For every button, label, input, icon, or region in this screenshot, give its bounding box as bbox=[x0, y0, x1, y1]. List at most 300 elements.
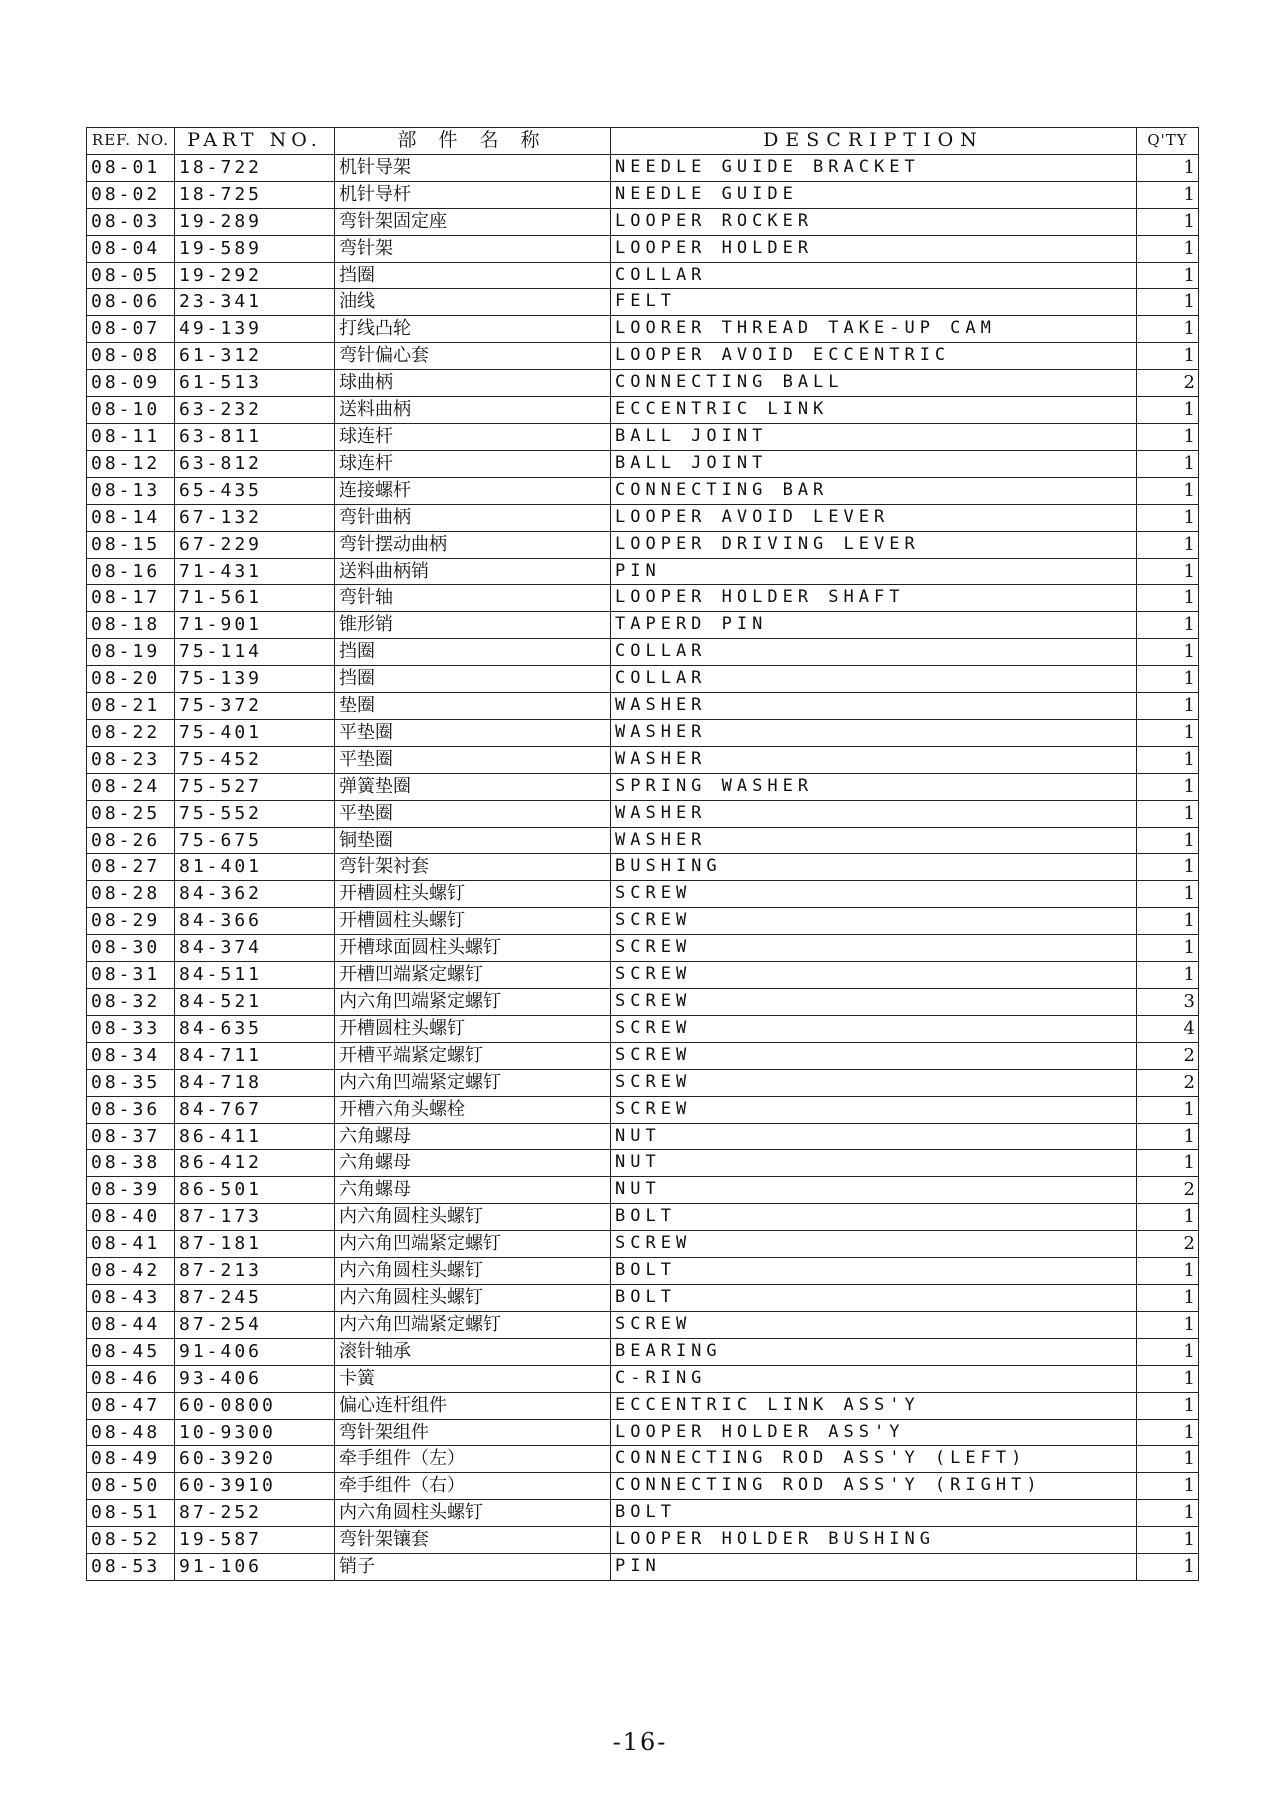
description-cell: LOOPER DRIVING LEVER bbox=[611, 531, 1137, 558]
chinese-name-cell: 挡圈 bbox=[335, 666, 611, 693]
table-row bbox=[87, 1177, 1199, 1204]
quantity-cell: 1 bbox=[1137, 181, 1199, 208]
quantity-cell: 2 bbox=[1137, 1177, 1199, 1204]
chinese-name-cell: 开槽凹端紧定螺钉 bbox=[335, 962, 611, 989]
chinese-name-cell: 连接螺杆 bbox=[335, 477, 611, 504]
ref-no-cell: 08-53 bbox=[87, 1554, 175, 1581]
quantity-cell: 1 bbox=[1137, 1473, 1199, 1500]
chinese-name-cell: 弯针轴 bbox=[335, 585, 611, 612]
ref-no-cell: 08-21 bbox=[87, 693, 175, 720]
part-no-cell: 63-812 bbox=[175, 450, 335, 477]
table-row bbox=[87, 154, 1199, 181]
ref-no-cell: 08-07 bbox=[87, 316, 175, 343]
ref-no-cell: 08-03 bbox=[87, 208, 175, 235]
table-row bbox=[87, 504, 1199, 531]
ref-no-cell: 08-30 bbox=[87, 935, 175, 962]
ref-no-cell: 08-13 bbox=[87, 477, 175, 504]
ref-no-cell: 08-45 bbox=[87, 1338, 175, 1365]
table-row bbox=[87, 1258, 1199, 1285]
ref-no-cell: 08-15 bbox=[87, 531, 175, 558]
quantity-cell: 1 bbox=[1137, 935, 1199, 962]
description-cell: PIN bbox=[611, 558, 1137, 585]
chinese-name-cell: 弯针架衬套 bbox=[335, 854, 611, 881]
ref-no-cell: 08-25 bbox=[87, 800, 175, 827]
quantity-cell: 1 bbox=[1137, 1392, 1199, 1419]
ref-no-cell: 08-47 bbox=[87, 1392, 175, 1419]
chinese-name-cell: 弯针架组件 bbox=[335, 1419, 611, 1446]
part-no-cell: 71-561 bbox=[175, 585, 335, 612]
table-row bbox=[87, 1338, 1199, 1365]
part-no-cell: 84-711 bbox=[175, 1042, 335, 1069]
description-cell: COLLAR bbox=[611, 666, 1137, 693]
part-no-cell: 87-181 bbox=[175, 1231, 335, 1258]
ref-no-cell: 08-20 bbox=[87, 666, 175, 693]
table-row bbox=[87, 639, 1199, 666]
part-no-cell: 87-213 bbox=[175, 1258, 335, 1285]
ref-no-cell: 08-52 bbox=[87, 1527, 175, 1554]
part-no-cell: 87-173 bbox=[175, 1204, 335, 1231]
quantity-cell: 4 bbox=[1137, 1015, 1199, 1042]
chinese-name-cell: 铜垫圈 bbox=[335, 827, 611, 854]
part-no-cell: 19-589 bbox=[175, 235, 335, 262]
page-number: -16- bbox=[612, 1728, 668, 1756]
part-no-cell: 19-587 bbox=[175, 1527, 335, 1554]
description-cell: LOOPER HOLDER ASS'Y bbox=[611, 1419, 1137, 1446]
ref-no-cell: 08-41 bbox=[87, 1231, 175, 1258]
quantity-cell: 3 bbox=[1137, 989, 1199, 1016]
part-no-cell: 71-431 bbox=[175, 558, 335, 585]
table-row bbox=[87, 1527, 1199, 1554]
chinese-name-cell: 弯针摆动曲柄 bbox=[335, 531, 611, 558]
part-no-cell: 75-139 bbox=[175, 666, 335, 693]
part-no-cell: 75-552 bbox=[175, 800, 335, 827]
table-row bbox=[87, 316, 1199, 343]
part-no-cell: 75-114 bbox=[175, 639, 335, 666]
description-cell: LOOPER HOLDER SHAFT bbox=[611, 585, 1137, 612]
table-row bbox=[87, 235, 1199, 262]
parts-table bbox=[86, 127, 1199, 1581]
description-cell: NEEDLE GUIDE BRACKET bbox=[611, 154, 1137, 181]
table-row bbox=[87, 666, 1199, 693]
part-no-cell: 63-232 bbox=[175, 397, 335, 424]
quantity-cell: 1 bbox=[1137, 908, 1199, 935]
chinese-name-cell: 开槽圆柱头螺钉 bbox=[335, 908, 611, 935]
quantity-cell: 1 bbox=[1137, 235, 1199, 262]
chinese-name-cell: 卡簧 bbox=[335, 1365, 611, 1392]
table-row bbox=[87, 397, 1199, 424]
part-no-cell: 60-3920 bbox=[175, 1446, 335, 1473]
table-row bbox=[87, 1554, 1199, 1581]
quantity-cell: 1 bbox=[1137, 854, 1199, 881]
part-no-cell: 61-312 bbox=[175, 343, 335, 370]
description-cell: NEEDLE GUIDE bbox=[611, 181, 1137, 208]
chinese-name-cell: 开槽圆柱头螺钉 bbox=[335, 881, 611, 908]
table-row bbox=[87, 827, 1199, 854]
quantity-cell: 1 bbox=[1137, 1446, 1199, 1473]
part-no-cell: 81-401 bbox=[175, 854, 335, 881]
part-no-cell: 49-139 bbox=[175, 316, 335, 343]
description-cell: ECCENTRIC LINK ASS'Y bbox=[611, 1392, 1137, 1419]
chinese-name-cell: 球连杆 bbox=[335, 450, 611, 477]
chinese-name-cell: 球曲柄 bbox=[335, 370, 611, 397]
ref-no-cell: 08-40 bbox=[87, 1204, 175, 1231]
chinese-name-cell: 弯针架 bbox=[335, 235, 611, 262]
description-cell: ECCENTRIC LINK bbox=[611, 397, 1137, 424]
description-cell: WASHER bbox=[611, 746, 1137, 773]
description-cell: LOOPER HOLDER BUSHING bbox=[611, 1527, 1137, 1554]
table-row bbox=[87, 1015, 1199, 1042]
ref-no-cell: 08-50 bbox=[87, 1473, 175, 1500]
quantity-cell: 1 bbox=[1137, 343, 1199, 370]
quantity-cell: 1 bbox=[1137, 1500, 1199, 1527]
table-row bbox=[87, 1311, 1199, 1338]
table-row bbox=[87, 1473, 1199, 1500]
ref-no-cell: 08-04 bbox=[87, 235, 175, 262]
quantity-cell: 1 bbox=[1137, 1365, 1199, 1392]
chinese-name-cell: 开槽六角头螺栓 bbox=[335, 1096, 611, 1123]
ref-no-cell: 08-35 bbox=[87, 1069, 175, 1096]
quantity-cell: 1 bbox=[1137, 639, 1199, 666]
ref-no-cell: 08-14 bbox=[87, 504, 175, 531]
quantity-cell: 1 bbox=[1137, 773, 1199, 800]
part-no-cell: 86-412 bbox=[175, 1150, 335, 1177]
ref-no-cell: 08-32 bbox=[87, 989, 175, 1016]
quantity-cell: 1 bbox=[1137, 746, 1199, 773]
table-row bbox=[87, 800, 1199, 827]
quantity-cell: 1 bbox=[1137, 1096, 1199, 1123]
chinese-name-cell: 弯针架镶套 bbox=[335, 1527, 611, 1554]
table-row bbox=[87, 370, 1199, 397]
table-row bbox=[87, 1231, 1199, 1258]
description-cell: SCREW bbox=[611, 908, 1137, 935]
ref-no-cell: 08-38 bbox=[87, 1150, 175, 1177]
part-no-cell: 93-406 bbox=[175, 1365, 335, 1392]
ref-no-cell: 08-17 bbox=[87, 585, 175, 612]
chinese-name-cell: 垫圈 bbox=[335, 693, 611, 720]
description-cell: WASHER bbox=[611, 693, 1137, 720]
description-cell: LOOPER AVOID ECCENTRIC bbox=[611, 343, 1137, 370]
chinese-name-cell: 平垫圈 bbox=[335, 800, 611, 827]
table-row bbox=[87, 477, 1199, 504]
description-cell: COLLAR bbox=[611, 262, 1137, 289]
part-no-cell: 75-527 bbox=[175, 773, 335, 800]
ref-no-cell: 08-51 bbox=[87, 1500, 175, 1527]
ref-no-cell: 08-48 bbox=[87, 1419, 175, 1446]
part-no-cell: 84-767 bbox=[175, 1096, 335, 1123]
chinese-name-cell: 内六角凹端紧定螺钉 bbox=[335, 1311, 611, 1338]
chinese-name-cell: 弹簧垫圈 bbox=[335, 773, 611, 800]
table-row bbox=[87, 881, 1199, 908]
parts-list bbox=[86, 127, 1198, 1581]
quantity-cell: 1 bbox=[1137, 1338, 1199, 1365]
table-row bbox=[87, 1096, 1199, 1123]
quantity-cell: 2 bbox=[1137, 1042, 1199, 1069]
part-no-cell: 91-406 bbox=[175, 1338, 335, 1365]
description-cell: SCREW bbox=[611, 1231, 1137, 1258]
chinese-name-cell: 内六角凹端紧定螺钉 bbox=[335, 989, 611, 1016]
description-cell: FELT bbox=[611, 289, 1137, 316]
description-cell: BEARING bbox=[611, 1338, 1137, 1365]
description-cell: SCREW bbox=[611, 1069, 1137, 1096]
table-row bbox=[87, 1446, 1199, 1473]
description-cell: SCREW bbox=[611, 989, 1137, 1016]
ref-no-cell: 08-11 bbox=[87, 423, 175, 450]
description-header: DESCRIPTION bbox=[611, 128, 1137, 155]
chinese-name-cell: 弯针偏心套 bbox=[335, 343, 611, 370]
part-no-cell: 87-254 bbox=[175, 1311, 335, 1338]
ref-no-cell: 08-29 bbox=[87, 908, 175, 935]
chinese-name-cell: 弯针曲柄 bbox=[335, 504, 611, 531]
chinese-name-cell: 内六角圆柱头螺钉 bbox=[335, 1258, 611, 1285]
quantity-cell: 1 bbox=[1137, 1419, 1199, 1446]
quantity-cell: 1 bbox=[1137, 800, 1199, 827]
table-row bbox=[87, 746, 1199, 773]
part-no-cell: 75-452 bbox=[175, 746, 335, 773]
table-row bbox=[87, 1069, 1199, 1096]
chinese-name-cell: 六角螺母 bbox=[335, 1177, 611, 1204]
table-row bbox=[87, 908, 1199, 935]
quantity-cell: 1 bbox=[1137, 423, 1199, 450]
table-row bbox=[87, 854, 1199, 881]
part-no-cell: 84-374 bbox=[175, 935, 335, 962]
quantity-cell: 1 bbox=[1137, 666, 1199, 693]
ref-no-cell: 08-39 bbox=[87, 1177, 175, 1204]
description-cell: CONNECTING BALL bbox=[611, 370, 1137, 397]
part-no-cell: 61-513 bbox=[175, 370, 335, 397]
table-row bbox=[87, 935, 1199, 962]
part-no-cell: 84-521 bbox=[175, 989, 335, 1016]
chinese-name-cell: 内六角圆柱头螺钉 bbox=[335, 1500, 611, 1527]
quantity-cell: 1 bbox=[1137, 827, 1199, 854]
ref-no-cell: 08-26 bbox=[87, 827, 175, 854]
quantity-cell: 1 bbox=[1137, 477, 1199, 504]
part-no-cell: 71-901 bbox=[175, 612, 335, 639]
part-no-cell: 75-675 bbox=[175, 827, 335, 854]
part-no-cell: 67-132 bbox=[175, 504, 335, 531]
table-row bbox=[87, 531, 1199, 558]
part-no-cell: 23-341 bbox=[175, 289, 335, 316]
table-row bbox=[87, 208, 1199, 235]
chinese-name-cell: 牵手组件（右） bbox=[335, 1473, 611, 1500]
ref-no-cell: 08-01 bbox=[87, 154, 175, 181]
chinese-name-cell: 平垫圈 bbox=[335, 746, 611, 773]
chinese-name-cell: 内六角凹端紧定螺钉 bbox=[335, 1231, 611, 1258]
part-no-cell: 18-725 bbox=[175, 181, 335, 208]
part-no-cell: 75-401 bbox=[175, 719, 335, 746]
table-row bbox=[87, 1500, 1199, 1527]
ref-no-cell: 08-05 bbox=[87, 262, 175, 289]
ref-no-cell: 08-49 bbox=[87, 1446, 175, 1473]
part-no-cell: 10-9300 bbox=[175, 1419, 335, 1446]
quantity-cell: 1 bbox=[1137, 1150, 1199, 1177]
part-no-cell: 84-366 bbox=[175, 908, 335, 935]
quantity-cell: 1 bbox=[1137, 154, 1199, 181]
part-no-cell: 84-718 bbox=[175, 1069, 335, 1096]
ref-no-cell: 08-12 bbox=[87, 450, 175, 477]
chinese-name-cell: 平垫圈 bbox=[335, 719, 611, 746]
quantity-cell: 1 bbox=[1137, 1284, 1199, 1311]
part-no-cell: 60-0800 bbox=[175, 1392, 335, 1419]
table-row bbox=[87, 181, 1199, 208]
description-cell: SCREW bbox=[611, 1042, 1137, 1069]
table-row bbox=[87, 1392, 1199, 1419]
quantity-cell: 1 bbox=[1137, 1258, 1199, 1285]
ref-no-cell: 08-37 bbox=[87, 1123, 175, 1150]
table-row bbox=[87, 989, 1199, 1016]
quantity-cell: 1 bbox=[1137, 262, 1199, 289]
description-cell: COLLAR bbox=[611, 639, 1137, 666]
part-no-cell: 84-635 bbox=[175, 1015, 335, 1042]
description-cell: LOOPER HOLDER bbox=[611, 235, 1137, 262]
description-cell: WASHER bbox=[611, 800, 1137, 827]
description-cell: NUT bbox=[611, 1123, 1137, 1150]
description-cell: LOOPER ROCKER bbox=[611, 208, 1137, 235]
description-cell: PIN bbox=[611, 1554, 1137, 1581]
quantity-cell: 1 bbox=[1137, 1123, 1199, 1150]
table-row bbox=[87, 1204, 1199, 1231]
table-row bbox=[87, 693, 1199, 720]
table-row bbox=[87, 962, 1199, 989]
chinese-name-cell: 牵手组件（左） bbox=[335, 1446, 611, 1473]
chinese-name-cell: 送料曲柄 bbox=[335, 397, 611, 424]
part-no-cell: 67-229 bbox=[175, 531, 335, 558]
quantity-cell: 1 bbox=[1137, 612, 1199, 639]
quantity-cell: 2 bbox=[1137, 1069, 1199, 1096]
ref-no-cell: 08-34 bbox=[87, 1042, 175, 1069]
quantity-cell: 1 bbox=[1137, 719, 1199, 746]
table-row bbox=[87, 1042, 1199, 1069]
table-row bbox=[87, 1419, 1199, 1446]
part-no-cell: 91-106 bbox=[175, 1554, 335, 1581]
ref-no-cell: 08-36 bbox=[87, 1096, 175, 1123]
quantity-cell: 1 bbox=[1137, 1554, 1199, 1581]
part-no-cell: 18-722 bbox=[175, 154, 335, 181]
quantity-cell: 1 bbox=[1137, 1204, 1199, 1231]
table-row bbox=[87, 343, 1199, 370]
ref-no-cell: 08-02 bbox=[87, 181, 175, 208]
description-cell: BALL JOINT bbox=[611, 423, 1137, 450]
description-cell: BUSHING bbox=[611, 854, 1137, 881]
ref-no-header: REF. NO. bbox=[87, 128, 175, 155]
description-cell: C-RING bbox=[611, 1365, 1137, 1392]
description-cell: LOORER THREAD TAKE-UP CAM bbox=[611, 316, 1137, 343]
chinese-name-cell: 油线 bbox=[335, 289, 611, 316]
table-row bbox=[87, 1150, 1199, 1177]
description-cell: BALL JOINT bbox=[611, 450, 1137, 477]
chinese-name-cell: 弯针架固定座 bbox=[335, 208, 611, 235]
table-row bbox=[87, 262, 1199, 289]
table-row bbox=[87, 1284, 1199, 1311]
ref-no-cell: 08-19 bbox=[87, 639, 175, 666]
description-cell: SCREW bbox=[611, 881, 1137, 908]
description-cell: WASHER bbox=[611, 827, 1137, 854]
ref-no-cell: 08-31 bbox=[87, 962, 175, 989]
table-row bbox=[87, 289, 1199, 316]
quantity-cell: 1 bbox=[1137, 397, 1199, 424]
description-cell: SCREW bbox=[611, 962, 1137, 989]
part-no-cell: 86-411 bbox=[175, 1123, 335, 1150]
ref-no-cell: 08-10 bbox=[87, 397, 175, 424]
description-cell: BOLT bbox=[611, 1500, 1137, 1527]
quantity-cell: 1 bbox=[1137, 316, 1199, 343]
chinese-name-cell: 送料曲柄销 bbox=[335, 558, 611, 585]
description-cell: SPRING WASHER bbox=[611, 773, 1137, 800]
description-cell: BOLT bbox=[611, 1258, 1137, 1285]
description-cell: BOLT bbox=[611, 1204, 1137, 1231]
chinese-name-cell: 滚针轴承 bbox=[335, 1338, 611, 1365]
chinese-name-cell: 六角螺母 bbox=[335, 1123, 611, 1150]
ref-no-cell: 08-43 bbox=[87, 1284, 175, 1311]
ref-no-cell: 08-09 bbox=[87, 370, 175, 397]
ref-no-cell: 08-27 bbox=[87, 854, 175, 881]
ref-no-cell: 08-22 bbox=[87, 719, 175, 746]
table-row bbox=[87, 773, 1199, 800]
part-no-cell: 75-372 bbox=[175, 693, 335, 720]
description-cell: NUT bbox=[611, 1177, 1137, 1204]
ref-no-cell: 08-24 bbox=[87, 773, 175, 800]
chinese-name-cell: 内六角凹端紧定螺钉 bbox=[335, 1069, 611, 1096]
description-cell: SCREW bbox=[611, 1311, 1137, 1338]
description-cell: TAPERD PIN bbox=[611, 612, 1137, 639]
part-no-header: PART NO. bbox=[175, 128, 335, 155]
table-header-row bbox=[87, 128, 1199, 155]
table-row bbox=[87, 1365, 1199, 1392]
quantity-cell: 1 bbox=[1137, 693, 1199, 720]
chinese-name-cell: 开槽球面圆柱头螺钉 bbox=[335, 935, 611, 962]
quantity-cell: 2 bbox=[1137, 1231, 1199, 1258]
part-no-cell: 87-245 bbox=[175, 1284, 335, 1311]
table-body bbox=[87, 154, 1199, 1580]
ref-no-cell: 08-06 bbox=[87, 289, 175, 316]
quantity-cell: 2 bbox=[1137, 370, 1199, 397]
quantity-cell: 1 bbox=[1137, 450, 1199, 477]
quantity-cell: 1 bbox=[1137, 881, 1199, 908]
part-no-cell: 86-501 bbox=[175, 1177, 335, 1204]
part-no-cell: 60-3910 bbox=[175, 1473, 335, 1500]
chinese-name-cell: 内六角圆柱头螺钉 bbox=[335, 1204, 611, 1231]
chinese-name-cell: 偏心连杆组件 bbox=[335, 1392, 611, 1419]
ref-no-cell: 08-08 bbox=[87, 343, 175, 370]
ref-no-cell: 08-28 bbox=[87, 881, 175, 908]
ref-no-cell: 08-42 bbox=[87, 1258, 175, 1285]
ref-no-cell: 08-44 bbox=[87, 1311, 175, 1338]
chinese-name-cell: 开槽平端紧定螺钉 bbox=[335, 1042, 611, 1069]
description-cell: CONNECTING ROD ASS'Y (RIGHT) bbox=[611, 1473, 1137, 1500]
quantity-cell: 1 bbox=[1137, 531, 1199, 558]
part-no-cell: 65-435 bbox=[175, 477, 335, 504]
description-cell: NUT bbox=[611, 1150, 1137, 1177]
table-row bbox=[87, 585, 1199, 612]
table-row bbox=[87, 719, 1199, 746]
ref-no-cell: 08-46 bbox=[87, 1365, 175, 1392]
table-row bbox=[87, 558, 1199, 585]
table-row bbox=[87, 1123, 1199, 1150]
quantity-cell: 1 bbox=[1137, 962, 1199, 989]
quantity-cell: 1 bbox=[1137, 289, 1199, 316]
description-cell: SCREW bbox=[611, 935, 1137, 962]
description-cell: SCREW bbox=[611, 1096, 1137, 1123]
description-cell: CONNECTING ROD ASS'Y (LEFT) bbox=[611, 1446, 1137, 1473]
chinese-name-cell: 六角螺母 bbox=[335, 1150, 611, 1177]
chinese-name-header: 部 件 名 称 bbox=[335, 128, 611, 155]
chinese-name-cell: 挡圈 bbox=[335, 262, 611, 289]
ref-no-cell: 08-23 bbox=[87, 746, 175, 773]
table-row bbox=[87, 612, 1199, 639]
description-cell: CONNECTING BAR bbox=[611, 477, 1137, 504]
chinese-name-cell: 挡圈 bbox=[335, 639, 611, 666]
description-cell: WASHER bbox=[611, 719, 1137, 746]
description-cell: BOLT bbox=[611, 1284, 1137, 1311]
